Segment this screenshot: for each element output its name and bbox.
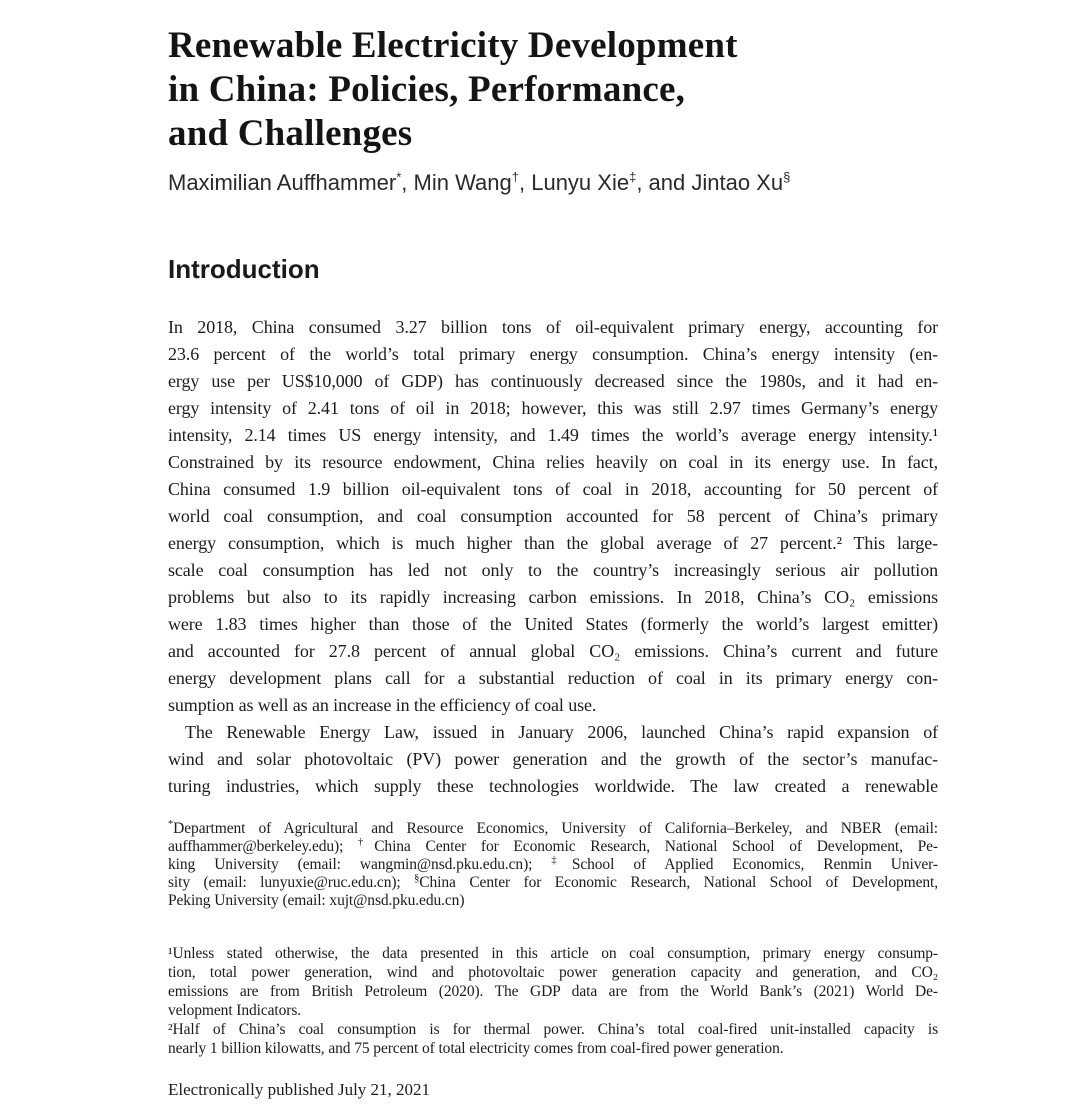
paragraph: [168, 314, 938, 719]
author-mark: †: [511, 169, 519, 185]
author-name: Jintao Xu: [691, 170, 784, 195]
footnotes-block: [168, 944, 938, 1058]
text-line: auffhammer@berkeley.edu); †China Center for Economic Research, National School of Development, Pe-: [168, 836, 938, 855]
text-line: ergy intensity of 2.41 tons of oil in 2018; however, this was still 2.97 times Germany’s energy: [168, 398, 938, 418]
text-line: were 1.83 times higher than those of the United States (formerly the world’s largest emitter): [168, 614, 938, 634]
text-line: problems but also to its rapidly increasing carbon emissions. In 2018, China’s CO₂ emissions: [168, 587, 938, 607]
text-line: velopment Indicators.: [168, 1002, 302, 1019]
author: [168, 170, 414, 195]
article-title: [168, 0, 938, 156]
author-mark: *: [396, 169, 402, 185]
author-name: Maximilian Auffhammer: [168, 170, 397, 195]
author-separator: ,: [518, 170, 532, 195]
text-line: sity (email: lunyuxie@ruc.edu.cn); §China Center for Economic Research, National School of Development,: [168, 872, 939, 891]
text-line: China consumed 1.9 billion oil-equivalent tons of coal in 2018, accounting for 50 percent of: [168, 479, 938, 499]
footnote-2: [168, 1020, 938, 1058]
author-separator: , and: [636, 170, 692, 195]
text-line: ²Half of China’s coal consumption is for thermal power. China’s total coal-fired unit-installed capacity is: [168, 1021, 938, 1038]
author-name: Lunyu Xie: [531, 170, 630, 195]
text-line: emissions are from British Petroleum (2020). The GDP data are from the World Bank’s (2021) World De-: [168, 983, 938, 1000]
text-line: 23.6 percent of the world’s total primary energy consumption. China’s energy intensity (en-: [168, 344, 938, 364]
section-heading-introduction: Introduction: [168, 254, 320, 284]
text-line: energy consumption, which is much higher than the global average of 27 percent.² This large-: [168, 533, 938, 553]
text-line: sumption as well as an increase in the efficiency of coal use.: [168, 695, 597, 715]
author-name: Min Wang: [413, 170, 512, 195]
author: [414, 170, 532, 195]
author-mark: ‡: [629, 169, 637, 185]
author-mark: §: [783, 169, 791, 185]
introduction-body-text: [168, 314, 938, 800]
text-line: scale coal consumption has led not only to the country’s increasingly serious air pollution: [168, 560, 938, 580]
title-line: and Challenges: [168, 113, 413, 154]
text-line: king University (email: wangmin@nsd.pku.edu.cn); ‡School of Applied Economics, Renmin Univer-: [168, 854, 938, 873]
text-line: nearly 1 billion kilowatts, and 75 percent of total electricity comes from coal-fired power generation.: [168, 1040, 784, 1057]
author-separator: ,: [401, 170, 414, 195]
author: [531, 170, 691, 195]
text-line: world coal consumption, and coal consumption accounted for 58 percent of China’s primary: [168, 506, 938, 526]
author: [691, 170, 790, 195]
text-line: *Department of Agricultural and Resource Economics, University of California–Berkeley, and NBER (email:: [168, 818, 938, 837]
text-line: and accounted for 27.8 percent of annual global CO₂ emissions. China’s current and future: [168, 641, 938, 661]
published-date-line: Electronically published July 21, 2021: [168, 1080, 431, 1099]
title-line: in China: Policies, Performance,: [168, 69, 686, 110]
text-line: energy development plans call for a substantial reduction of coal in its primary energy con-: [168, 668, 938, 688]
article-content-column: [168, 0, 938, 1100]
affiliation-footnote: [168, 820, 938, 910]
paragraph: [168, 719, 938, 800]
text-line: intensity, 2.14 times US energy intensity, and 1.49 times the world’s average energy intensity.¹: [168, 425, 938, 445]
text-line: wind and solar photovoltaic (PV) power generation and the growth of the sector’s manufac-: [168, 749, 938, 769]
title-line: Renewable Electricity Development: [168, 25, 738, 66]
text-line: Peking University (email: xujt@nsd.pku.edu.cn): [168, 892, 465, 909]
text-line: ergy use per US$10,000 of GDP) has continuously decreased since the 1980s, and it had en-: [168, 371, 938, 391]
footnote-1: [168, 944, 938, 1020]
text-line: Constrained by its resource endowment, China relies heavily on coal in its energy use. In fact,: [168, 452, 938, 472]
text-line: ¹Unless stated otherwise, the data presented in this article on coal consumption, primary energy consump-: [168, 945, 938, 962]
text-line: turing industries, which supply these technologies worldwide. The law created a renewable: [168, 776, 938, 796]
text-line: tion, total power generation, wind and photovoltaic power generation capacity and generation, and CO₂: [168, 964, 938, 981]
text-line: In 2018, China consumed 3.27 billion tons of oil-equivalent primary energy, accounting for: [168, 317, 938, 337]
text-line: The Renewable Energy Law, issued in January 2006, launched China’s rapid expansion of: [185, 722, 938, 742]
authors-line: [168, 170, 938, 196]
